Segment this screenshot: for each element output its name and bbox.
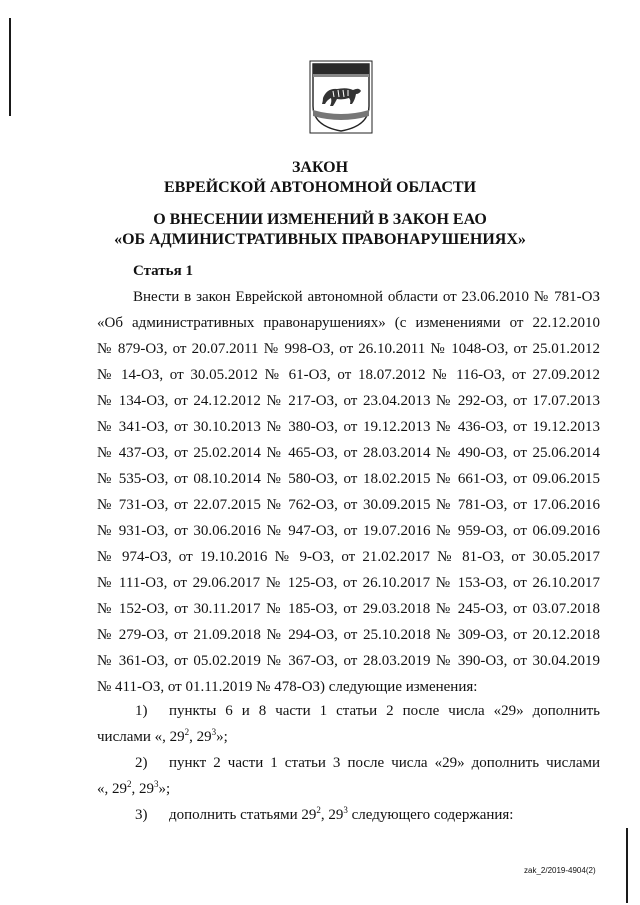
list-item-line xyxy=(97,750,600,776)
list-item xyxy=(97,750,600,802)
superscript: 2 xyxy=(184,727,190,737)
margin-line-right xyxy=(626,828,628,903)
superscript: 2 xyxy=(316,805,321,815)
body-line: № 14-ОЗ, от 30.05.2012 № 61-ОЗ, от 18.07.2012 № 116-ОЗ, от 27.09.2012 xyxy=(97,367,600,383)
list-item-text: пункты 6 и 8 части 1 статьи 2 после числа «29» дополнить xyxy=(169,703,600,719)
law-title-line-2: «ОБ АДМИНИСТРАТИВНЫХ ПРАВОНАРУШЕНИЯХ» xyxy=(114,231,526,248)
body-line: № 535-ОЗ, от 08.10.2014 № 580-ОЗ, от 18.02.2015 № 661-ОЗ, от 09.06.2015 xyxy=(97,471,600,487)
body-line: № 111-ОЗ, от 29.06.2017 № 125-ОЗ, от 26.10.2017 № 153-ОЗ, от 26.10.2017 xyxy=(97,575,600,591)
list-item-text: , 29 xyxy=(131,781,154,797)
body-line: № 731-ОЗ, от 22.07.2015 № 762-ОЗ, от 30.09.2015 № 781-ОЗ, от 17.06.2016 xyxy=(97,497,600,513)
list-item-text: , 29 xyxy=(189,729,212,745)
law-heading-line-2: ЕВРЕЙСКОЙ АВТОНОМНОЙ ОБЛАСТИ xyxy=(163,179,477,196)
list-item-number: 2) xyxy=(135,755,148,771)
margin-line-left xyxy=(9,18,11,116)
law-heading-line-1: ЗАКОН xyxy=(291,159,349,176)
body-line: № 931-ОЗ, от 30.06.2016 № 947-ОЗ, от 19.07.2016 № 959-ОЗ, от 06.09.2016 xyxy=(97,523,600,539)
list-item-text: «, 29 xyxy=(97,781,127,797)
list-item-number: 1) xyxy=(135,703,148,719)
law-title-line-1: О ВНЕСЕНИИ ИЗМЕНЕНИЙ В ЗАКОН ЕАО xyxy=(153,211,487,228)
body-line: № 152-ОЗ, от 30.11.2017 № 185-ОЗ, от 29.03.2018 № 245-ОЗ, от 03.07.2018 xyxy=(97,601,600,617)
superscript: 3 xyxy=(154,779,159,789)
superscript: 3 xyxy=(343,805,348,815)
list-item-line xyxy=(97,802,600,828)
article-body xyxy=(97,284,600,700)
body-line: «Об административных правонарушениях» (с изменениями от 22.12.2010 xyxy=(97,315,600,331)
list-item-line xyxy=(97,698,600,724)
body-line: № 411-ОЗ, от 01.11.2019 № 478-ОЗ) следующие изменения: xyxy=(97,679,478,695)
body-line: № 134-ОЗ, от 24.12.2012 № 217-ОЗ, от 23.04.2013 № 292-ОЗ, от 17.07.2013 xyxy=(97,393,600,409)
list-item-text: следующего содержания: xyxy=(347,807,514,823)
list-item xyxy=(97,802,600,828)
article-title: Статья 1 xyxy=(133,263,193,279)
superscript: 3 xyxy=(211,727,217,737)
list-item-text: числами «, 29 xyxy=(97,729,185,745)
list-item-line xyxy=(97,776,600,802)
list-item-text: »; xyxy=(158,781,171,797)
body-line: № 437-ОЗ, от 25.02.2014 № 465-ОЗ, от 28.03.2014 № 490-ОЗ, от 25.06.2014 xyxy=(97,445,600,461)
superscript: 2 xyxy=(127,779,132,789)
body-line: Внести в закон Еврейской автономной области от 23.06.2010 № 781-ОЗ xyxy=(133,289,600,305)
body-line: № 974-ОЗ, от 19.10.2016 № 9-ОЗ, от 21.02.2017 № 81-ОЗ, от 30.05.2017 xyxy=(97,549,600,565)
list-item-text: пункт 2 части 1 статьи 3 после числа «29» дополнить числами xyxy=(169,755,600,771)
body-line: № 341-ОЗ, от 30.10.2013 № 380-ОЗ, от 19.12.2013 № 436-ОЗ, от 19.12.2013 xyxy=(97,419,600,435)
tiger-coat-of-arms-icon xyxy=(309,60,373,134)
body-line: № 879-ОЗ, от 20.07.2011 № 998-ОЗ, от 26.10.2011 № 1048-ОЗ, от 25.01.2012 xyxy=(97,341,600,357)
list-item-number: 3) xyxy=(135,807,148,823)
list-item-text: »; xyxy=(216,729,228,745)
law-heading xyxy=(0,158,640,198)
list-item-line xyxy=(97,724,600,750)
document-code: zak_2/2019-4904(2) xyxy=(524,866,596,875)
law-title xyxy=(0,210,640,250)
list-item xyxy=(97,698,600,750)
body-line: № 361-ОЗ, от 05.02.2019 № 367-ОЗ, от 28.03.2019 № 390-ОЗ, от 30.04.2019 xyxy=(97,653,600,669)
body-line: № 279-ОЗ, от 21.09.2018 № 294-ОЗ, от 25.10.2018 № 309-ОЗ, от 20.12.2018 xyxy=(97,627,600,643)
list-item-text: , 29 xyxy=(320,807,344,823)
list-item-text: дополнить статьями 29 xyxy=(169,807,317,823)
